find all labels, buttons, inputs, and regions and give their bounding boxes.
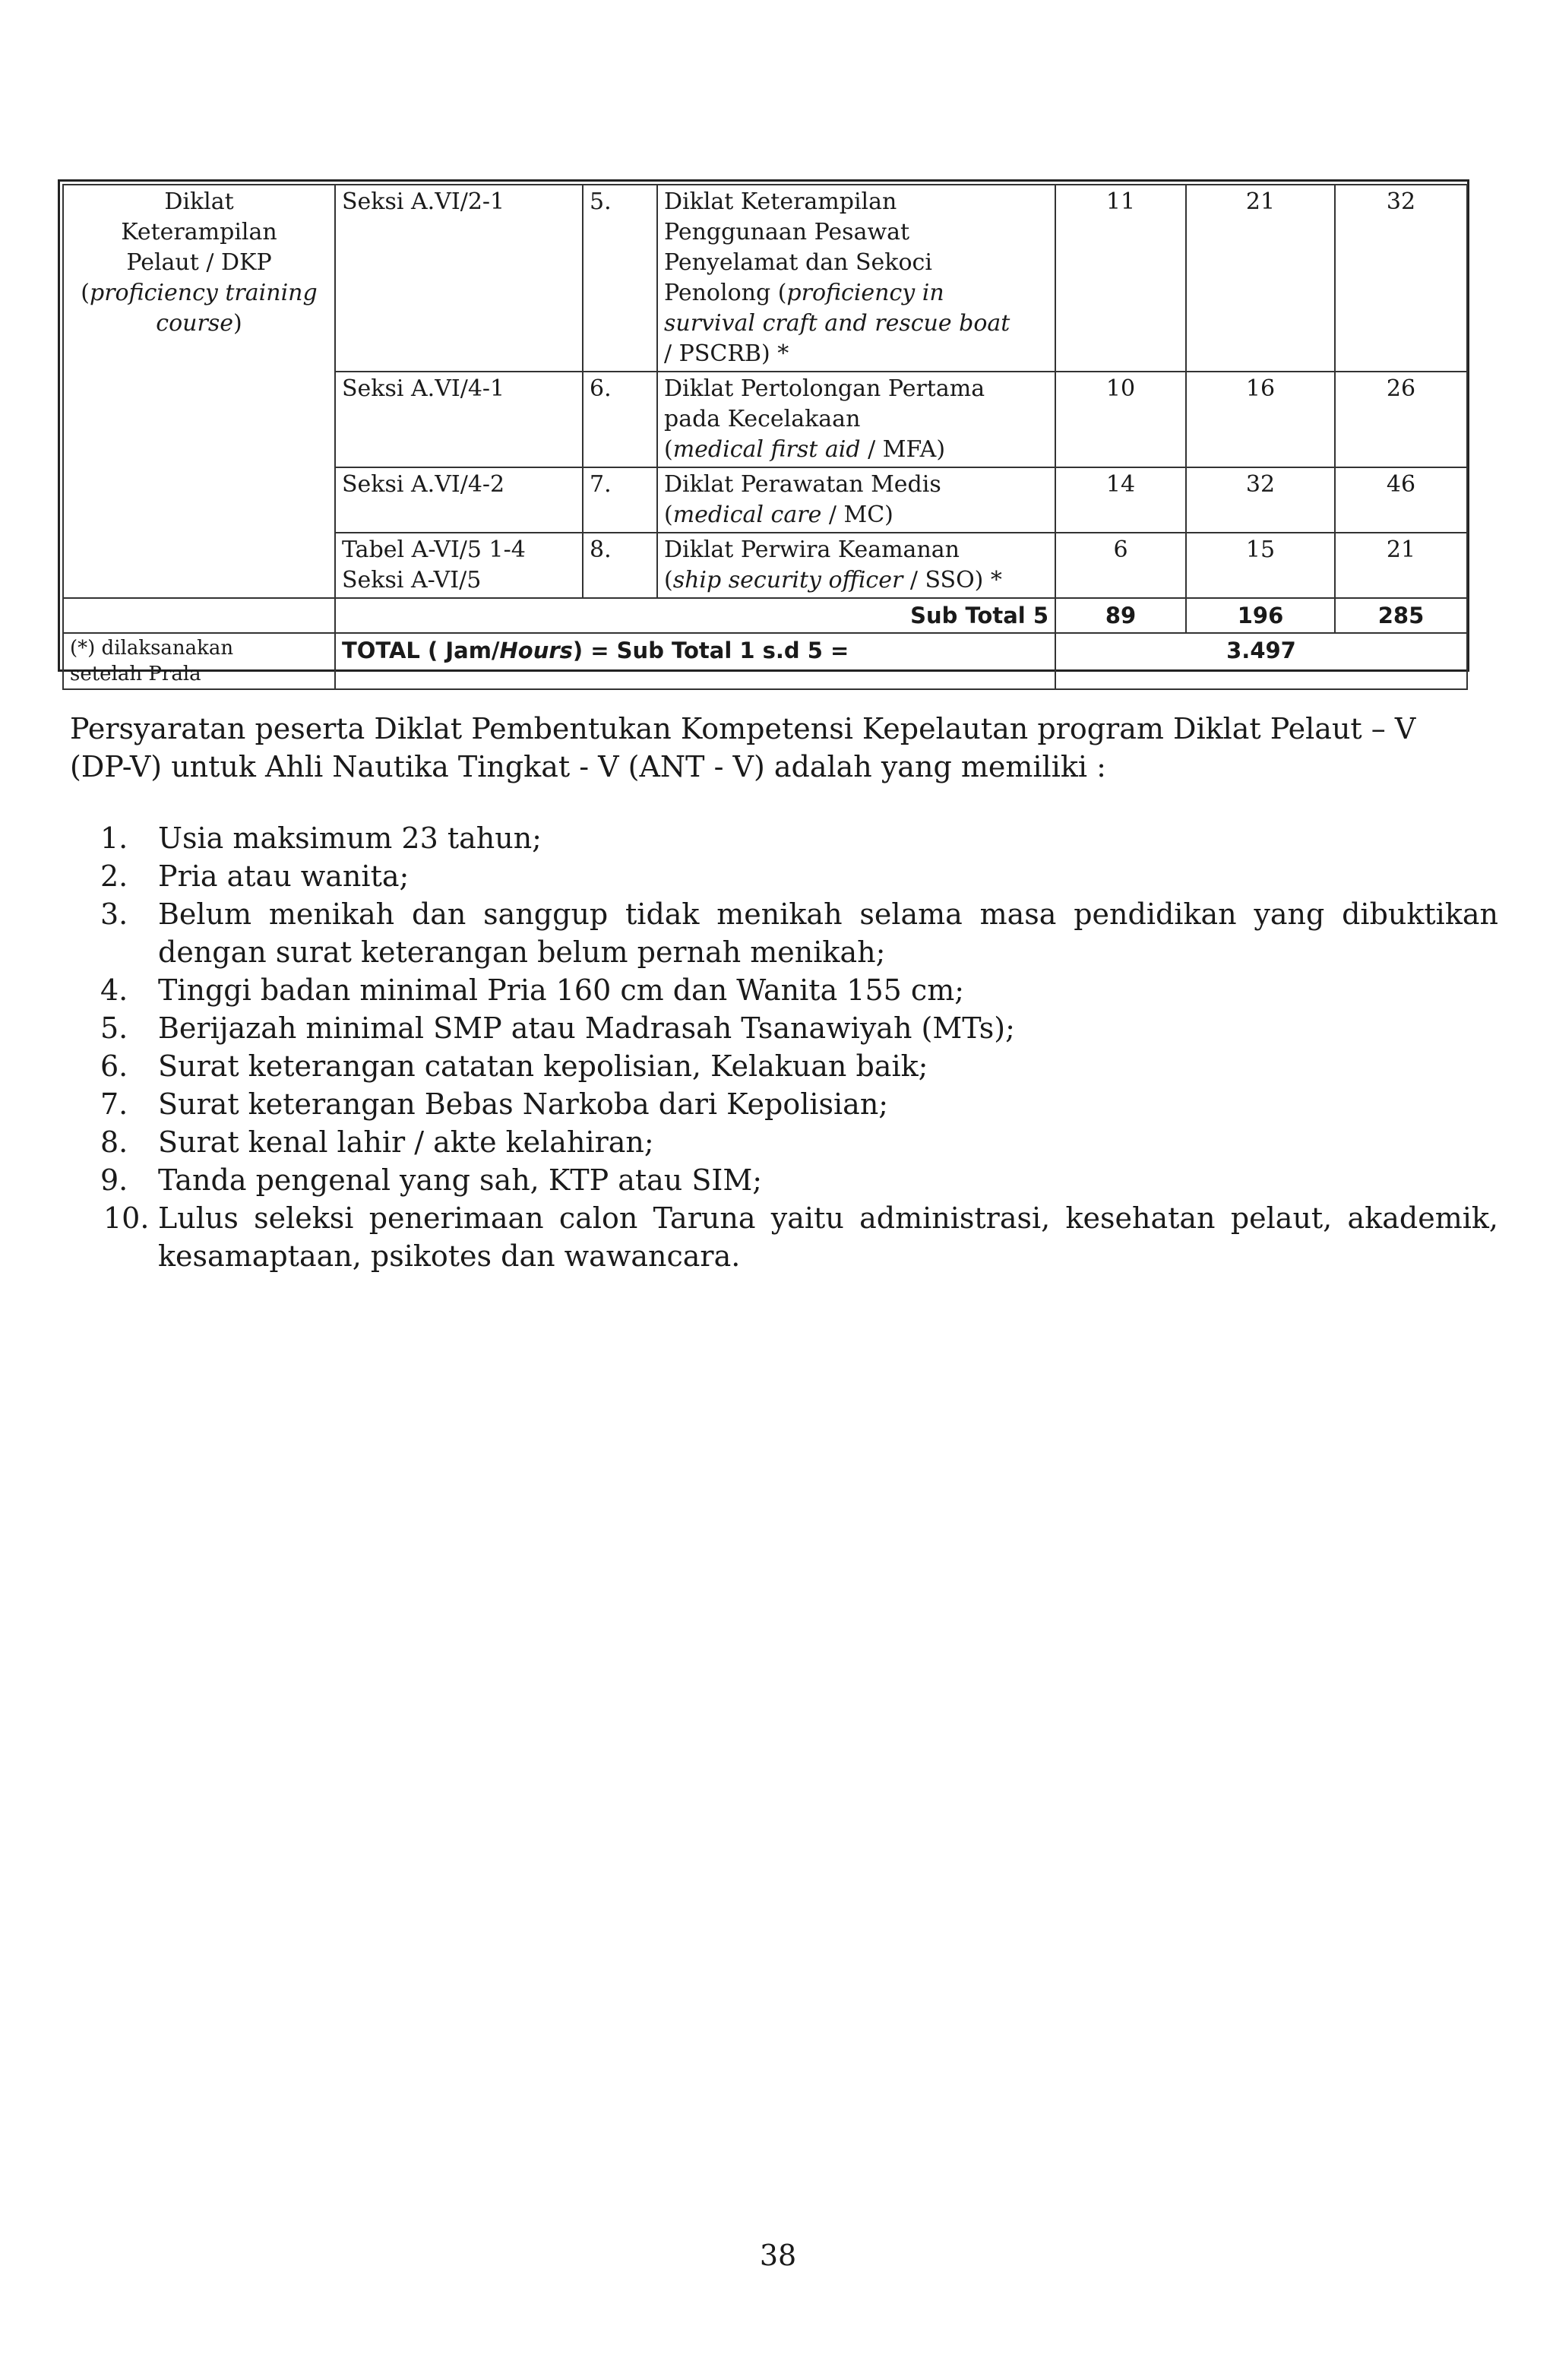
practice-hours: 21 [1186,185,1335,372]
theory-hours: 10 [1055,372,1186,467]
list-item: 8. Surat kenal lahir / akte kelahiran; [100,1125,654,1159]
practice-hours: 16 [1186,372,1335,467]
list-item: 2. Pria atau wanita; [100,859,410,893]
item-number: 6. [583,372,657,467]
blank-cell [63,598,335,633]
grand-total-row [63,633,1467,689]
intro-line: (DP-V) untuk Ahli Nautika Tingkat - V (ANT - V) adalah yang memiliki : [70,750,1106,783]
total-hours: 21 [1335,533,1467,598]
list-item: 1. Usia maksimum 23 tahun; [100,821,542,855]
page-number: 38 [759,2239,797,2272]
list-item: 4. Tinggi badan minimal Pria 160 cm dan Wanita 155 cm; [100,973,965,1007]
theory-hours: 11 [1055,185,1186,372]
practice-hours: 15 [1186,533,1335,598]
category-line: Pelaut / DKP [126,249,272,276]
list-item: 7. Surat keterangan Bebas Narkoba dari Kepolisian; [100,1087,889,1121]
subtotal-row [63,598,1467,633]
list-item: 6. Surat keterangan catatan kepolisian, Kelakuan baik; [100,1049,928,1083]
description-cell: Diklat Perawatan Medis (medical care / MC) [657,467,1055,533]
grand-total-label: TOTAL ( Jam/Hours) = Sub Total 1 s.d 5 = [335,633,1055,689]
total-hours: 32 [1335,185,1467,372]
subtotal-practice: 196 [1186,598,1335,633]
category-line: (proficiency training [81,280,318,306]
item-number: 8. [583,533,657,598]
intro-line: Persyaratan peserta Diklat Pembentukan Kompetensi Kepelautan program Diklat Pelaut – V [70,712,1416,745]
category-cell [63,185,335,598]
theory-hours: 14 [1055,467,1186,533]
item-number: 7. [583,467,657,533]
intro-paragraph [70,710,1498,786]
list-item: 3. Belum menikah dan sanggup tidak menikah selama masa pendidikan yang dibuktikan dengan surat keterangan belum pernah menikah; [100,897,1498,969]
subtotal-theory: 89 [1055,598,1186,633]
category-line: course) [156,310,242,337]
ref-cell: Seksi A.VI/2-1 [335,185,583,372]
subtotal-label: Sub Total 5 [335,598,1055,633]
practice-hours: 32 [1186,467,1335,533]
footnote-cell: (*) dilaksanakan setelah Prala [63,633,335,689]
total-hours: 46 [1335,467,1467,533]
list-item: 5. Berijazah minimal SMP atau Madrasah Tsanawiyah (MTs); [100,1011,1015,1045]
theory-hours: 6 [1055,533,1186,598]
grand-total-value: 3.497 [1055,633,1467,689]
table-row [63,185,1467,372]
curriculum-table-grid [62,184,1468,690]
ref-cell: Seksi A.VI/4-1 [335,372,583,467]
description-cell: Diklat Pertolongan Pertama pada Kecelakaan (medical first aid / MFA) [657,372,1055,467]
description-cell: Diklat Keterampilan Penggunaan Pesawat Penyelamat dan Sekoci Penolong (proficiency in survival craft and rescue boat / PSCRB) * [657,185,1055,372]
subtotal-total: 285 [1335,598,1467,633]
description-cell: Diklat Perwira Keamanan (ship security officer / SSO) * [657,533,1055,598]
list-item: 10. Lulus seleksi penerimaan calon Taruna yaitu administrasi, kesehatan pelaut, akademik, kesamaptaan, psikotes dan wawancara. [103,1201,1498,1273]
ref-cell: Tabel A-VI/5 1-4 Seksi A-VI/5 [335,533,583,598]
item-number: 5. [583,185,657,372]
total-hours: 26 [1335,372,1467,467]
requirements-list [70,819,1498,1275]
category-line: Diklat [164,188,234,215]
ref-cell: Seksi A.VI/4-2 [335,467,583,533]
list-item: 9. Tanda pengenal yang sah, KTP atau SIM; [100,1163,763,1197]
curriculum-table [58,179,1469,685]
category-line: Keterampilan [121,219,277,245]
